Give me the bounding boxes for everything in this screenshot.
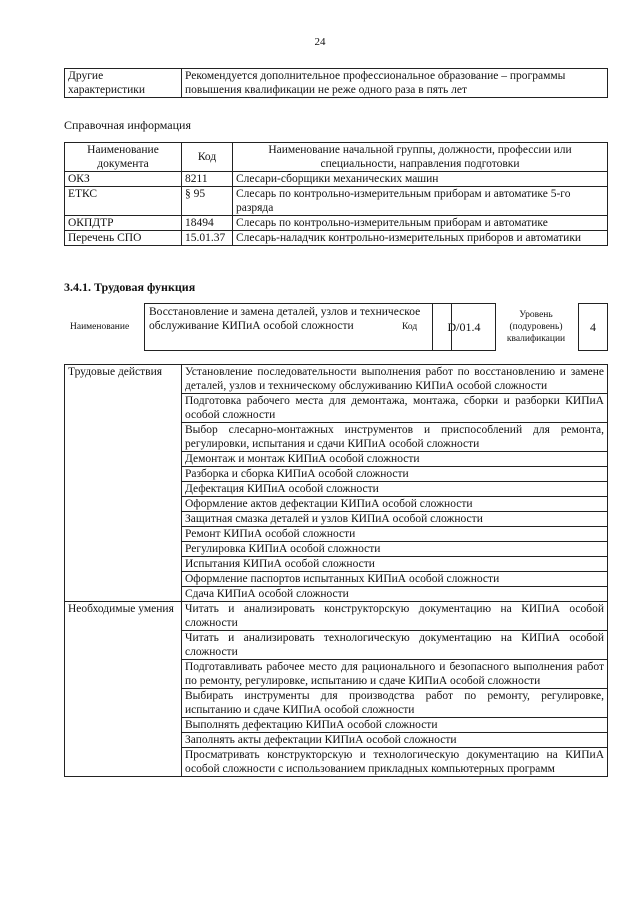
action-item: Оформление актов дефектации КИПиА особой сложности xyxy=(182,497,608,512)
cell-code: 18494 xyxy=(182,216,233,231)
cell-code: 15.01.37 xyxy=(182,231,233,246)
cell-doc: ОКПДТР xyxy=(65,216,182,231)
action-item: Защитная смазка деталей и узлов КИПиА особой сложности xyxy=(182,512,608,527)
skill-item: Заполнять акты дефектации КИПиА особой сложности xyxy=(182,733,608,748)
cell-doc: Перечень СПО xyxy=(65,231,182,246)
table-row xyxy=(65,216,608,231)
action-item: Ремонт КИПиА особой сложности xyxy=(182,527,608,542)
header-doc: Наименование документа xyxy=(65,143,182,172)
skill-item: Читать и анализировать технологическую документацию на КИПиА особой сложности xyxy=(182,631,608,660)
header-code: Код xyxy=(182,143,233,172)
function-header xyxy=(64,303,608,353)
header-name: Наименование начальной группы, должности, профессии или специальности, направления подготовки xyxy=(233,143,608,172)
action-item: Дефектация КИПиА особой сложности xyxy=(182,482,608,497)
function-name-label: Наименование xyxy=(70,322,130,332)
skills-label: Необходимые умения xyxy=(65,602,182,777)
actions-label: Трудовые действия xyxy=(65,365,182,602)
cell-code: 8211 xyxy=(182,172,233,187)
cell-name: Слесарь-наладчик контрольно-измерительных приборов и автоматики xyxy=(233,231,608,246)
table-row xyxy=(65,172,608,187)
table-row xyxy=(65,365,608,394)
skill-item: Выбирать инструменты для производства работ по ремонту, регулировке, испытанию и сдаче КИПиА особой сложности xyxy=(182,689,608,718)
skill-item: Просматривать конструкторскую и технологическую документацию на КИПиА особой сложности с использованием прикладных компьютерных программ xyxy=(182,748,608,777)
action-item: Подготовка рабочего места для демонтажа, монтажа, сборки и разборки КИПиА особой сложности xyxy=(182,394,608,423)
function-level-label: Уровень (подуровень) квалификации xyxy=(506,310,566,344)
action-item: Разборка и сборка КИПиА особой сложности xyxy=(182,467,608,482)
function-level: 4 xyxy=(578,303,608,351)
cell-doc: ЕТКС xyxy=(65,187,182,216)
skill-item: Выполнять дефектацию КИПиА особой сложности xyxy=(182,718,608,733)
action-item: Оформление паспортов испытанных КИПиА особой сложности xyxy=(182,572,608,587)
action-item: Установление последовательности выполнения работ по восстановлению и замене деталей, узлов и техническому обслуживанию КИПиА особой сложности xyxy=(182,365,608,394)
cell-name: Слесарь по контрольно-измерительным приборам и автоматике xyxy=(233,216,608,231)
reference-table xyxy=(64,142,608,246)
action-item: Сдача КИПиА особой сложности xyxy=(182,587,608,602)
table-header-row xyxy=(65,143,608,172)
function-name: Восстановление и замена деталей, узлов и техническое обслуживание КИПиА особой сложности xyxy=(144,303,452,351)
action-item: Испытания КИПиА особой сложности xyxy=(182,557,608,572)
action-item: Регулировка КИПиА особой сложности xyxy=(182,542,608,557)
other-characteristics-table xyxy=(64,68,608,98)
function-title: 3.4.1. Трудовая функция xyxy=(64,280,196,294)
skill-item: Читать и анализировать конструкторскую документацию на КИПиА особой сложности xyxy=(182,602,608,631)
cell-name: Слесари-сборщики механических машин xyxy=(233,172,608,187)
action-item: Выбор слесарно-монтажных инструментов и приспособлений для ремонта, регулировки, испытания и сдачи КИПиА особой сложности xyxy=(182,423,608,452)
function-code: D/01.4 xyxy=(432,303,496,351)
action-item: Демонтаж и монтаж КИПиА особой сложности xyxy=(182,452,608,467)
cell-code: § 95 xyxy=(182,187,233,216)
table-row xyxy=(65,602,608,631)
function-code-label: Код xyxy=(402,322,418,332)
table-row xyxy=(65,231,608,246)
table-row xyxy=(65,69,608,98)
table-row xyxy=(65,187,608,216)
actions-skills-table xyxy=(64,364,608,777)
skill-item: Подготавливать рабочее место для рационального и безопасного выполнения работ по ремонту, регулировке, испытанию и сдаче КИПиА особой сложности xyxy=(182,660,608,689)
reference-title: Справочная информация xyxy=(64,118,191,132)
other-label: Другие характеристики xyxy=(65,69,182,98)
cell-doc: ОКЗ xyxy=(65,172,182,187)
cell-name: Слесарь по контрольно-измерительным приборам и автоматике 5-го разряда xyxy=(233,187,608,216)
page-number: 24 xyxy=(314,36,326,48)
other-text: Рекомендуется дополнительное профессиональное образование – программы повышения квалификации не реже одного раза в пять лет xyxy=(182,69,608,98)
